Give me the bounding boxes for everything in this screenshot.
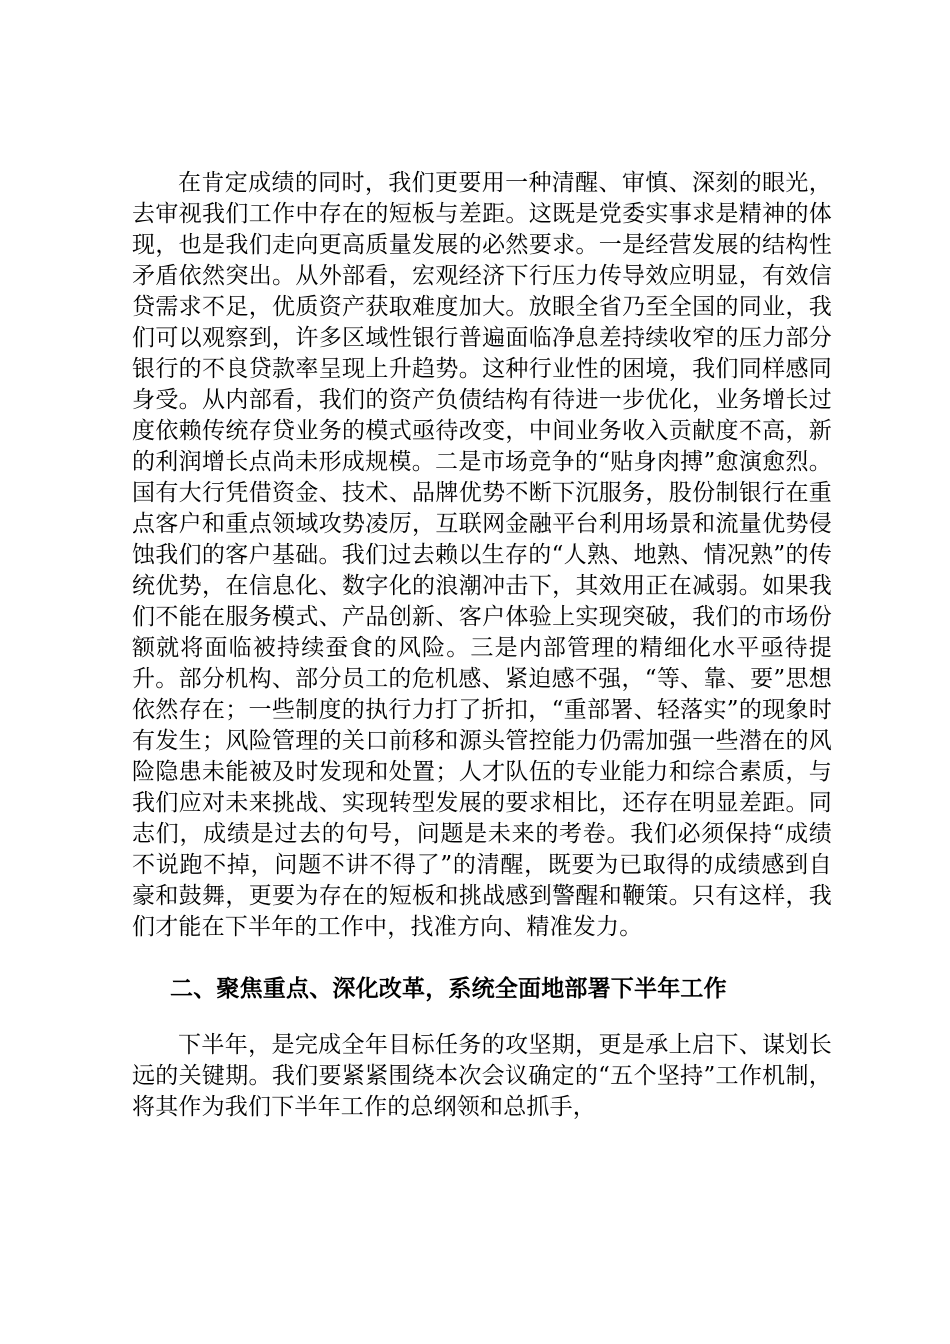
body-paragraph: 在肯定成绩的同时，我们更要用一种清醒、审慎、深刻的眼光，去审视我们工作中存在的短板与差距。这既是党委实事求是精神的体现，也是我们走向更高质量发展的必然要求。一是经营发展的结构性矛盾依然突出。从外部看，宏观经济下行压力传导效应明显，有效信贷需求不足，优质资产获取难度加大。放眼全省乃至全国的同业，我们可以观察到，许多区域性银行普遍面临净息差持续收窄的压力部分银行的不良贷款率呈现上升趋势。这种行业性的困境，我们同样感同身受。从内部看，我们的资产负债结构有待进一步优化，业务增长过度依赖传统存贷业务的模式亟待改变，中间业务收入贡献度不高，新的利润增长点尚未形成规模。二是市场竞争的“贴身肉搏”愈演愈烈。国有大行凭借资金、技术、品牌优势不断下沉服务，股份制银行在重点客户和重点领域攻势凌厉，互联网金融平台利用场景和流量优势侵蚀我们的客户基础。我们过去赖以生存的“人熟、地熟、情况熟”的传统优势，在信息化、数字化的浪潮冲击下，其效用正在减弱。如果我们不能在服务模式、产品创新、客户体验上实现突破，我们的市场份额就将面临被持续蚕食的风险。三是内部管理的精细化水平亟待提升。部分机构、部分员工的危机感、紧迫感不强，“等、靠、要”思想依然存在；一些制度的执行力打了折扣，“重部署、轻落实”的现象时有发生；风险管理的关口前移和源头管控能力仍需加强一些潜在的风险隐患未能被及时发现和处置；人才队伍的专业能力和综合素质，与我们应对未来挑战、实现转型发展的要求相比，还存在明显差距。同志们，成绩是过去的句号，问题是未来的考卷。我们必须保持“成绩不说跑不掉，问题不讲不得了”的清醒，既要为已取得的成绩感到自豪和鼓舞，更要为存在的短板和挑战感到警醒和鞭策。只有这样，我们才能在下半年的工作中，找准方向、精准发力。: [132, 170, 832, 940]
body-paragraph: 下半年，是完成全年目标任务的攻坚期，更是承上启下、谋划长远的关键期。我们要紧紧围绕本次会议确定的“五个坚持”工作机制，将其作为我们下半年工作的总纲领和总抓手，: [132, 1032, 832, 1120]
document-page: [132, 168, 832, 1123]
section-heading: 二、聚焦重点、深化改革，系统全面地部署下半年工作: [170, 975, 727, 1002]
